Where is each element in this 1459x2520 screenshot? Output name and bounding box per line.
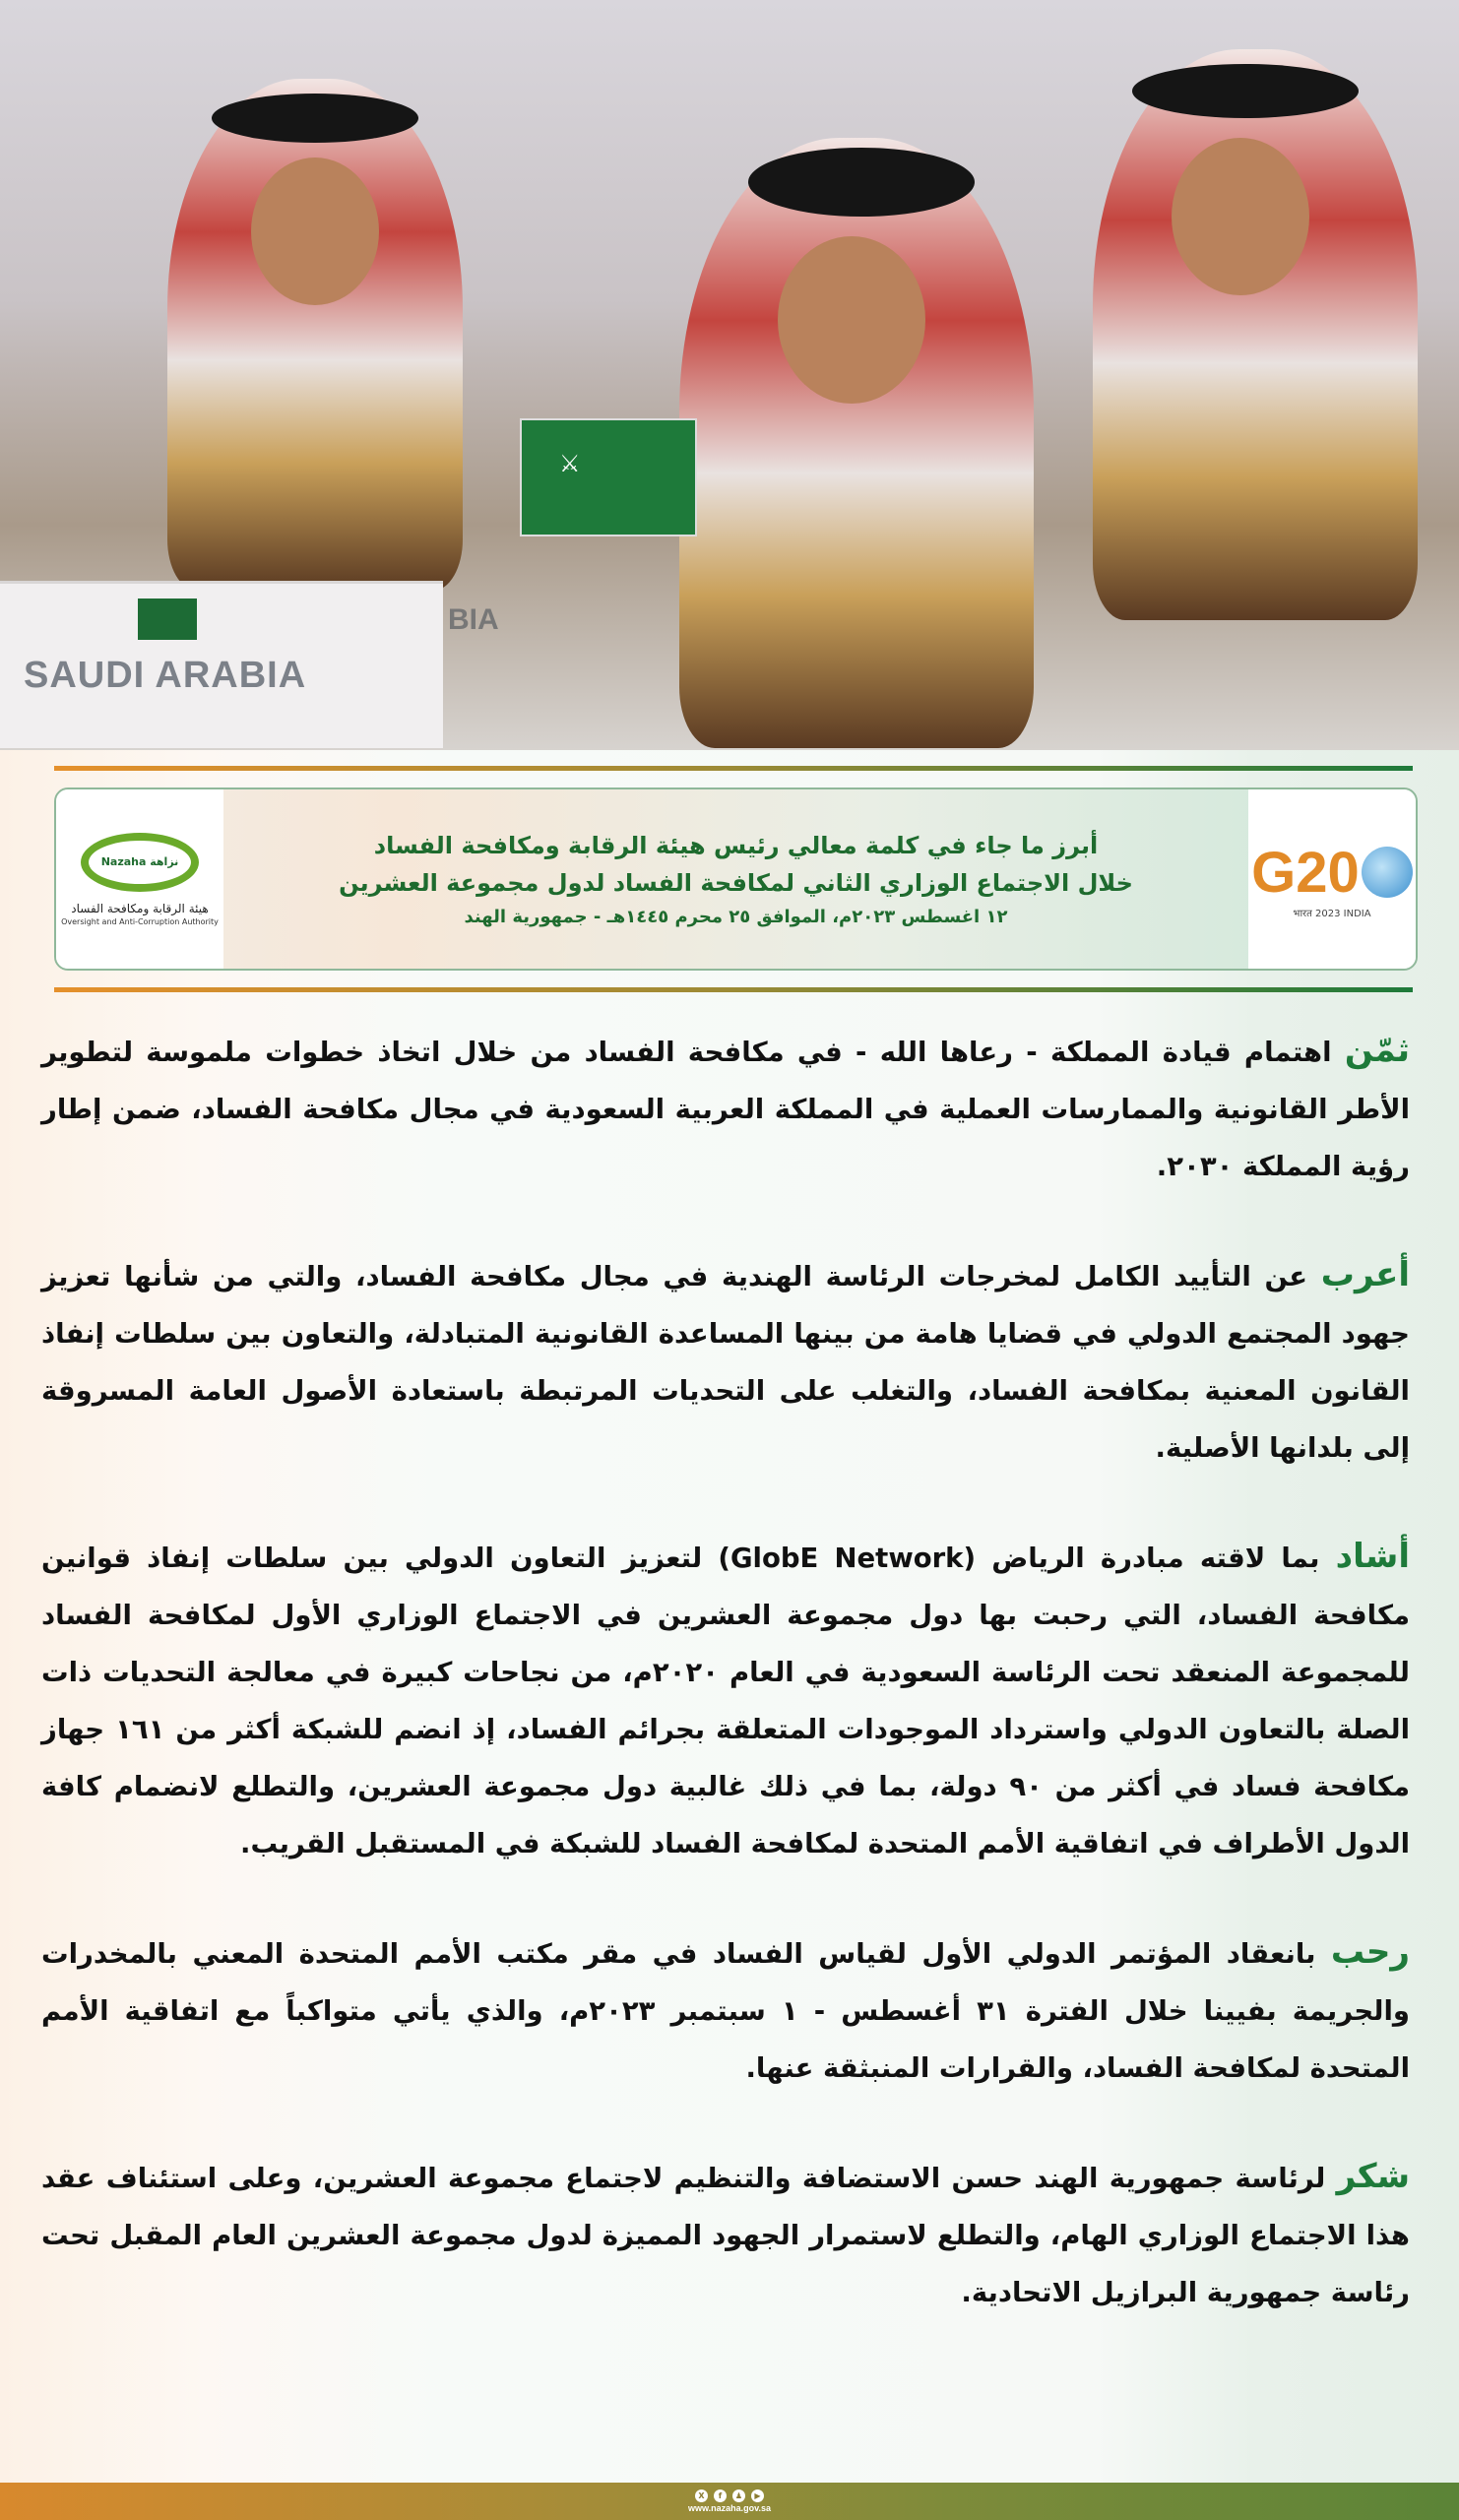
nameplate-flag-icon xyxy=(138,598,197,640)
saudi-flag xyxy=(520,418,697,536)
nazaha-logo xyxy=(56,789,223,969)
agal-right xyxy=(1132,64,1359,118)
logo-name-ar: نزاهة xyxy=(150,855,179,868)
website-link[interactable]: www.nazaha.gov.sa xyxy=(687,2503,772,2513)
footer-bar xyxy=(0,2483,1459,2520)
paragraph-thanked xyxy=(41,2148,1410,2321)
delegate-center xyxy=(679,138,1034,748)
globe-lotus-icon xyxy=(1362,847,1413,898)
header-banner xyxy=(54,788,1418,971)
face-right xyxy=(1172,138,1309,295)
lead-word: شكر xyxy=(1336,2157,1410,2196)
paragraph-text: اهتمام قيادة المملكة - رعاها الله - في مكافحة الفساد من خلال اتخاذ خطوات ملموسة لتطوير الأطر القانونية والممارسات العملية في المملكة العربية السعودية في مجال مكافحة الفساد، ضمن إطار رؤية المملكة ٢٠٣٠. xyxy=(41,1037,1410,1182)
paragraph-praised xyxy=(41,1022,1410,1195)
lead-word: ثمّن xyxy=(1344,1031,1410,1070)
partial-nameplate-text: BIA xyxy=(448,603,499,636)
hero-photo xyxy=(0,0,1459,750)
paragraph-text: بما لاقته مبادرة الرياض (GlobE Network) لتعزيز التعاون الدولي بين سلطات إنفاذ قوانين مكافحة الفساد، التي رحبت بها دول مجموعة العشرين في الاجتماع الوزاري الأول لمكافحة الفساد للمجموعة المنعقد تحت الرئاسة السعودية في العام ٢٠٢٠م، من نجاحات كبيرة في معالجة التحديات ذات الصلة بالتعاون الدولي واسترداد الموجودات المتعلقة بجرائم الفساد، إذ انضم للشبكة أكثر من ١٦١ جهاز مكافحة فساد في أكثر من ٩٠ دولة، بما في ذلك غالبية دول مجموعة العشرين، والتطلع لانضمام كافة الدول الأطراف في اتفاقية الأمم المتحدة لمكافحة الفساد للشبكة في المستقبل القريب. xyxy=(41,1543,1410,1859)
agal-left xyxy=(212,94,418,143)
lead-word: أعرب xyxy=(1320,1255,1410,1294)
paragraph-commended xyxy=(41,1528,1410,1872)
logo-name-en: Nazaha xyxy=(100,855,147,868)
nazaha-eye-icon xyxy=(81,833,199,892)
flag-emblem-icon: ⚔ xyxy=(559,450,581,477)
face-left xyxy=(251,158,379,305)
nameplate-text: SAUDI ARABIA xyxy=(24,655,307,696)
paragraph-text: لرئاسة جمهورية الهند حسن الاستضافة والتنظيم لاجتماع مجموعة العشرين، وعلى استئناف عقد هذا الاجتماع الوزاري الهام، والتطلع لاستمرار الجهود المميزة لدول مجموعة العشرين العام المقبل تحت رئاسة جمهورية البرازيل الاتحادية. xyxy=(41,2163,1410,2308)
x-icon[interactable]: X xyxy=(695,2489,708,2502)
facebook-icon[interactable]: f xyxy=(714,2489,727,2502)
paragraph-text: بانعقاد المؤتمر الدولي الأول لقياس الفساد في مقر مكتب الأمم المتحدة المعني بالمخدرات والجريمة بفيينا خلال الفترة ٣١ أغسطس - ١ سبتمبر ٢٠٢٣م، والذي يأتي متواكباً مع اتفاقية الأمم المتحدة لمكافحة الفساد، والقرارات المنبثقة عنها. xyxy=(41,1938,1410,2084)
divider-top xyxy=(54,766,1413,771)
lead-word: رحب xyxy=(1330,1932,1410,1972)
snapchat-icon[interactable]: ♟ xyxy=(732,2489,745,2502)
nameplate xyxy=(0,581,499,748)
agal-center xyxy=(748,148,975,217)
logo-org-en: Oversight and Anti-Corruption Authority xyxy=(61,916,219,926)
youtube-icon[interactable]: ▶ xyxy=(751,2489,764,2502)
delegate-left xyxy=(167,79,463,591)
paragraph-welcomed xyxy=(41,1923,1410,2097)
statement-body xyxy=(41,1022,1410,2372)
paragraph-expressed xyxy=(41,1246,1410,1477)
header-text xyxy=(223,789,1248,969)
header-date: ١٢ اغسطس ٢٠٢٣م، الموافق ٢٥ محرم ١٤٤٥هـ - جمهورية الهند xyxy=(464,906,1008,927)
face-center xyxy=(778,236,925,404)
g20-text: G20 xyxy=(1251,840,1360,905)
paragraph-text: عن التأييد الكامل لمخرجات الرئاسة الهندية في مجال مكافحة الفساد، والتي من شأنها تعزيز جهود المجتمع الدولي في قضايا هامة من بينها المساعدة القانونية المتبادلة، والتعاون بين سلطات إنفاذ القانون المعنية بمكافحة الفساد، والتغلب على التحديات المرتبطة باستعادة الأصول العامة المسروقة إلى بلدانها الأصلية. xyxy=(41,1261,1410,1464)
lead-word: أشاد xyxy=(1335,1537,1410,1576)
delegate-right xyxy=(1093,49,1418,620)
g20-logo xyxy=(1248,789,1416,969)
divider-bottom xyxy=(54,987,1413,992)
logo-org-ar: هيئة الرقابة ومكافحة الفساد xyxy=(71,901,209,915)
header-title-1: أبرز ما جاء في كلمة معالي رئيس هيئة الرقابة ومكافحة الفساد xyxy=(373,831,1099,859)
header-title-2: خلال الاجتماع الوزاري الثاني لمكافحة الفساد لدول مجموعة العشرين xyxy=(339,868,1133,897)
g20-subtext: भारत 2023 INDIA xyxy=(1293,908,1371,919)
